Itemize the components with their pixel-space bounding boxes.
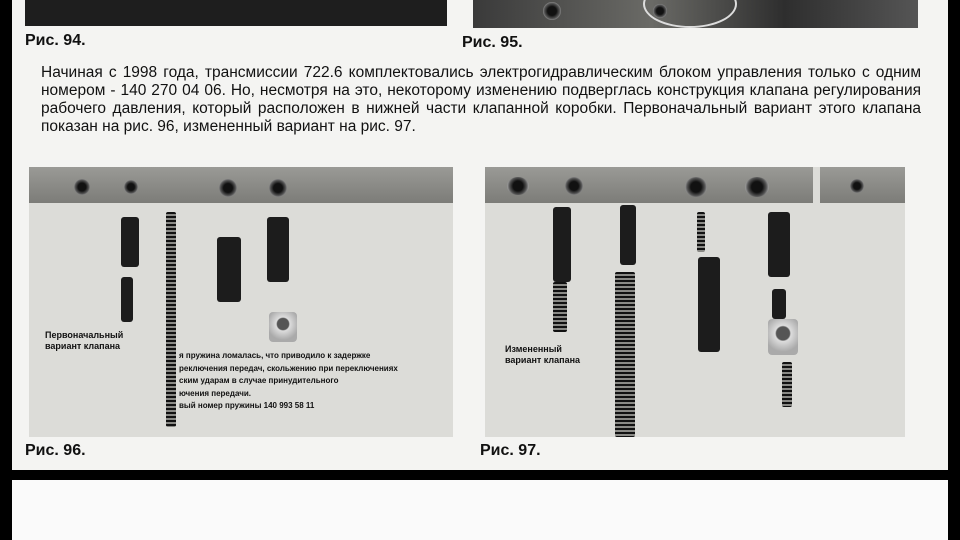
hole-decor bbox=[685, 177, 707, 197]
figure-96-image bbox=[29, 167, 453, 437]
fig97-caption: Рис. 97. bbox=[480, 442, 541, 459]
fig95-caption: Рис. 95. bbox=[462, 34, 523, 51]
valve-sleeve bbox=[269, 312, 297, 342]
body-paragraph: Начиная с 1998 года, трансмиссии 722.6 комплектовались электрогидравлическим блоком управления только с одним номером - 140 270 04 06. Но, несмотря на это, некоторому изменению подверглась конструкция клапана регулирования рабочего давления, который расположен в нижней части клапанной коробки. Первоначальный вариант этого клапана показан на рис. 96, измененный вариант на рис. 97. bbox=[41, 64, 921, 135]
hole-decor bbox=[507, 177, 529, 195]
hole-decor bbox=[124, 180, 138, 194]
fig94-caption: Рис. 94. bbox=[25, 32, 86, 49]
hole-decor bbox=[269, 179, 287, 197]
hole-decor bbox=[850, 179, 864, 193]
fig96-caption: Рис. 96. bbox=[25, 442, 86, 459]
short-spring bbox=[553, 282, 567, 332]
valve-piston bbox=[772, 289, 786, 319]
hole-decor bbox=[543, 2, 561, 20]
valve-spool bbox=[267, 217, 289, 282]
hole-decor bbox=[745, 177, 769, 197]
valve-spool bbox=[217, 237, 241, 302]
valve-spool bbox=[553, 207, 571, 282]
hole-decor bbox=[565, 177, 583, 195]
next-page bbox=[12, 480, 948, 540]
valve-sleeve bbox=[768, 319, 798, 355]
hole-decor bbox=[74, 179, 90, 195]
fig96-spring-note: я пружина ломалась, что приводило к задержке реключения передач, скольжению при переключениях ским ударам в случае принудительного ючения передачи. вый номер пружины 140 993 58 11 bbox=[179, 351, 398, 410]
document-page bbox=[12, 0, 948, 470]
valve-spool bbox=[768, 212, 790, 277]
small-spring bbox=[697, 212, 705, 252]
valve-spool bbox=[620, 205, 636, 265]
figure-94-image bbox=[25, 0, 447, 26]
fig97-label: Измененный вариант клапана bbox=[505, 344, 581, 365]
long-spring bbox=[166, 212, 176, 427]
figure-97-image bbox=[485, 167, 905, 437]
circle-highlight bbox=[643, 0, 737, 28]
valve-spool bbox=[121, 217, 139, 267]
hole-decor bbox=[219, 179, 237, 197]
valve-piston bbox=[121, 277, 133, 322]
figure-95-image bbox=[473, 0, 918, 28]
small-spring bbox=[782, 362, 792, 407]
valve-spool bbox=[698, 257, 720, 352]
long-spring bbox=[615, 272, 635, 437]
valve-body-plate bbox=[29, 167, 453, 203]
fig96-label: Первоначальный вариант клапана bbox=[45, 330, 124, 351]
